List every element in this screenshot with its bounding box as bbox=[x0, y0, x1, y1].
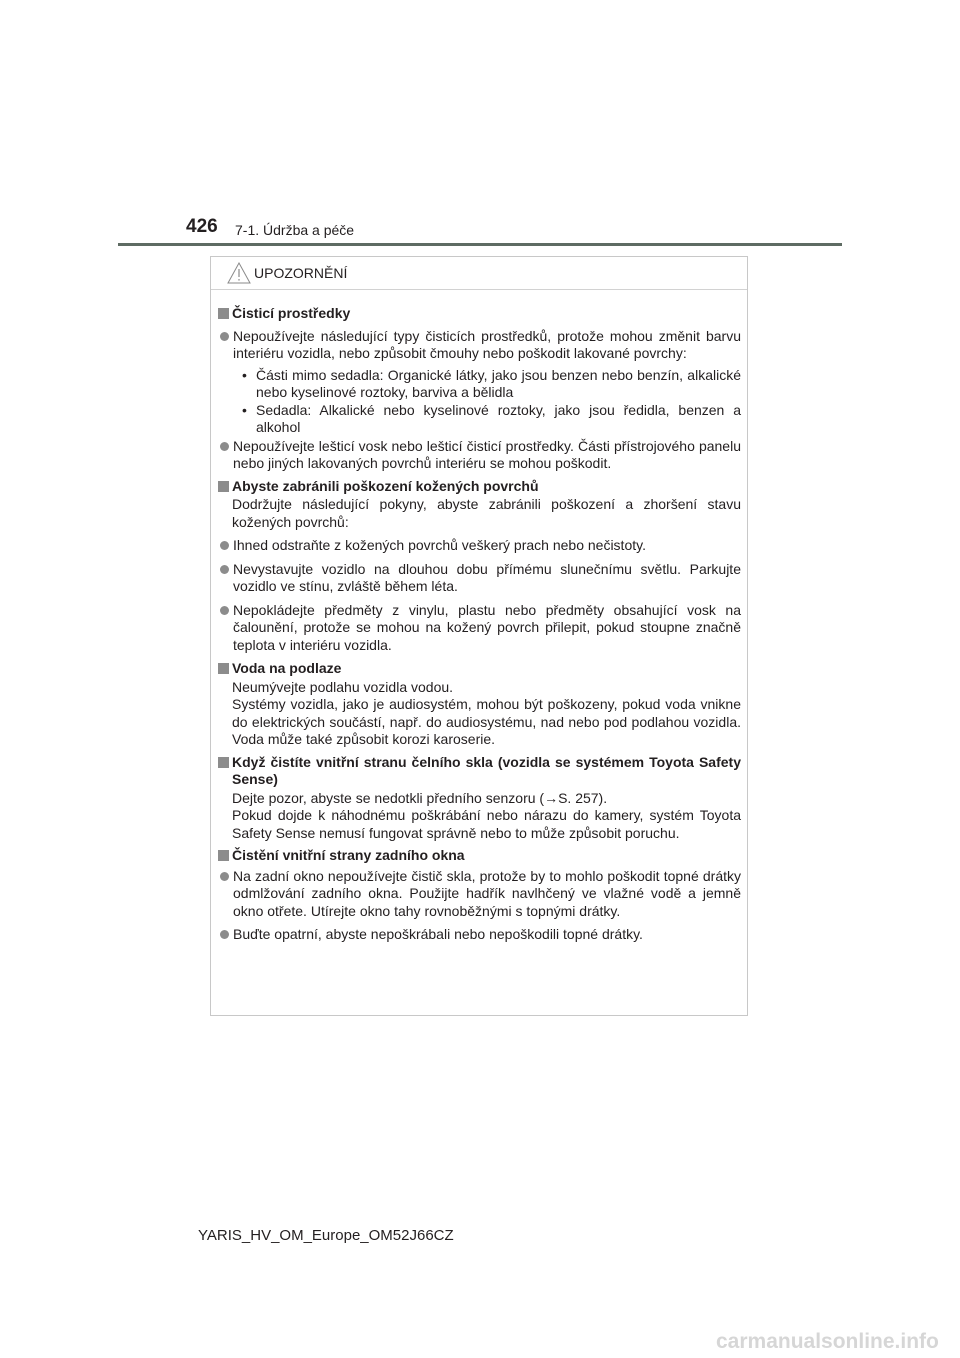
sub-list-item: • Sedadla: Alkalické nebo kyselinové roztoky, jako jsou ředidla, benzen a alkohol bbox=[242, 401, 741, 435]
list-item: Nepoužívejte následující typy čisticích prostředků, protože mohou změnit barvu interiéru vozidla, nebo způsobit čmouhy nebo poškodit lakované povrchy: bbox=[218, 328, 741, 363]
circle-bullet-icon bbox=[220, 930, 229, 939]
section-title: Abyste zabránili poškození kožených povrchů bbox=[218, 478, 741, 496]
warning-header bbox=[211, 257, 747, 290]
section-title: Čisticí prostředky bbox=[218, 305, 741, 323]
section-title: Voda na podlaze bbox=[218, 660, 741, 678]
list-item: Ihned odstraňte z kožených povrchů veškerý prach nebo nečistoty. bbox=[218, 537, 741, 555]
list-item: Nevystavujte vozidlo na dlouhou dobu přímému slunečnímu světlu. Parkujte vozidlo ve stínu, zvláště během léta. bbox=[218, 561, 741, 596]
list-item: Nepoužívejte lešticí vosk nebo lešticí čisticí prostředky. Části přístrojového panelu nebo jiných lakovaných povrchů interiéru se mohou poškodit. bbox=[218, 438, 741, 473]
circle-bullet-icon bbox=[220, 442, 229, 451]
circle-bullet-icon bbox=[220, 541, 229, 550]
circle-bullet-icon bbox=[220, 565, 229, 574]
warning-triangle-icon bbox=[227, 262, 251, 284]
list-item: Nepokládejte předměty z vinylu, plastu nebo předměty obsahující vosk na čalounění, protože se mohou na kožený povrch přilepit, pokud stoupne značně teplota v interiéru vozidla. bbox=[218, 602, 741, 655]
watermark: carmanualsonline.info bbox=[716, 1330, 939, 1353]
list-item: Na zadní okno nepoužívejte čistič skla, protože by to mohlo poškodit topné drátky odmlžování zadního okna. Použijte hadřík navlhčený ve vlažné vodě a jemně okno otřete. Utírejte okno tahy rovnoběžnými s topnými drátky. bbox=[218, 868, 741, 921]
section-title: Čistění vnitřní strany zadního okna bbox=[218, 847, 741, 865]
square-bullet-icon bbox=[218, 850, 229, 861]
sub-list-item: • Části mimo sedadla: Organické látky, jako jsou benzen nebo benzín, alkalické nebo kyselinové roztoky, barviva a bělidla bbox=[242, 366, 741, 400]
square-bullet-icon bbox=[218, 663, 229, 674]
paragraph: Neumývejte podlahu vozidla vodou. bbox=[232, 678, 454, 695]
paragraph: Systémy vozidla, jako je audiosystém, mohou být poškozeny, pokud voda vnikne do elektrických součástí, např. do audiosystému, nad nebo pod podlahou vozidla. Voda může také způsobit korozi karoserie. bbox=[232, 696, 741, 747]
circle-bullet-icon bbox=[220, 872, 229, 881]
circle-bullet-icon bbox=[220, 332, 229, 341]
header-divider bbox=[118, 243, 842, 246]
chapter-title: 7-1. Údržba a péče bbox=[235, 222, 355, 238]
warning-title: UPOZORNĚNÍ bbox=[254, 265, 348, 281]
list-item: Buďte opatrní, abyste nepoškrábali nebo nepoškodili topné drátky. bbox=[218, 926, 741, 944]
document-code: YARIS_HV_OM_Europe_OM52J66CZ bbox=[198, 1227, 454, 1244]
warning-box bbox=[210, 256, 748, 1016]
paragraph: Pokud dojde k náhodnému poškrábání nebo nárazu do kamery, systém Toyota Safety Sense nemusí fungovat správně nebo to může způsobit poruchu. bbox=[232, 807, 741, 841]
circle-bullet-icon bbox=[220, 606, 229, 615]
section-intro: Dodržujte následující pokyny, abyste zabránili poškození a zhoršení stavu kožených povrchů: bbox=[232, 496, 741, 530]
warning-content bbox=[211, 290, 747, 944]
square-bullet-icon bbox=[218, 481, 229, 492]
square-bullet-icon bbox=[218, 308, 229, 319]
paragraph: Dejte pozor, abyste se nedotkli předního senzoru (→S. 257). bbox=[232, 789, 608, 806]
section-title: Když čistíte vnitřní stranu čelního skla (vozidla se systémem Toyota Safety Sense) bbox=[218, 754, 741, 789]
page-number: 426 bbox=[186, 216, 218, 237]
square-bullet-icon bbox=[218, 757, 229, 768]
